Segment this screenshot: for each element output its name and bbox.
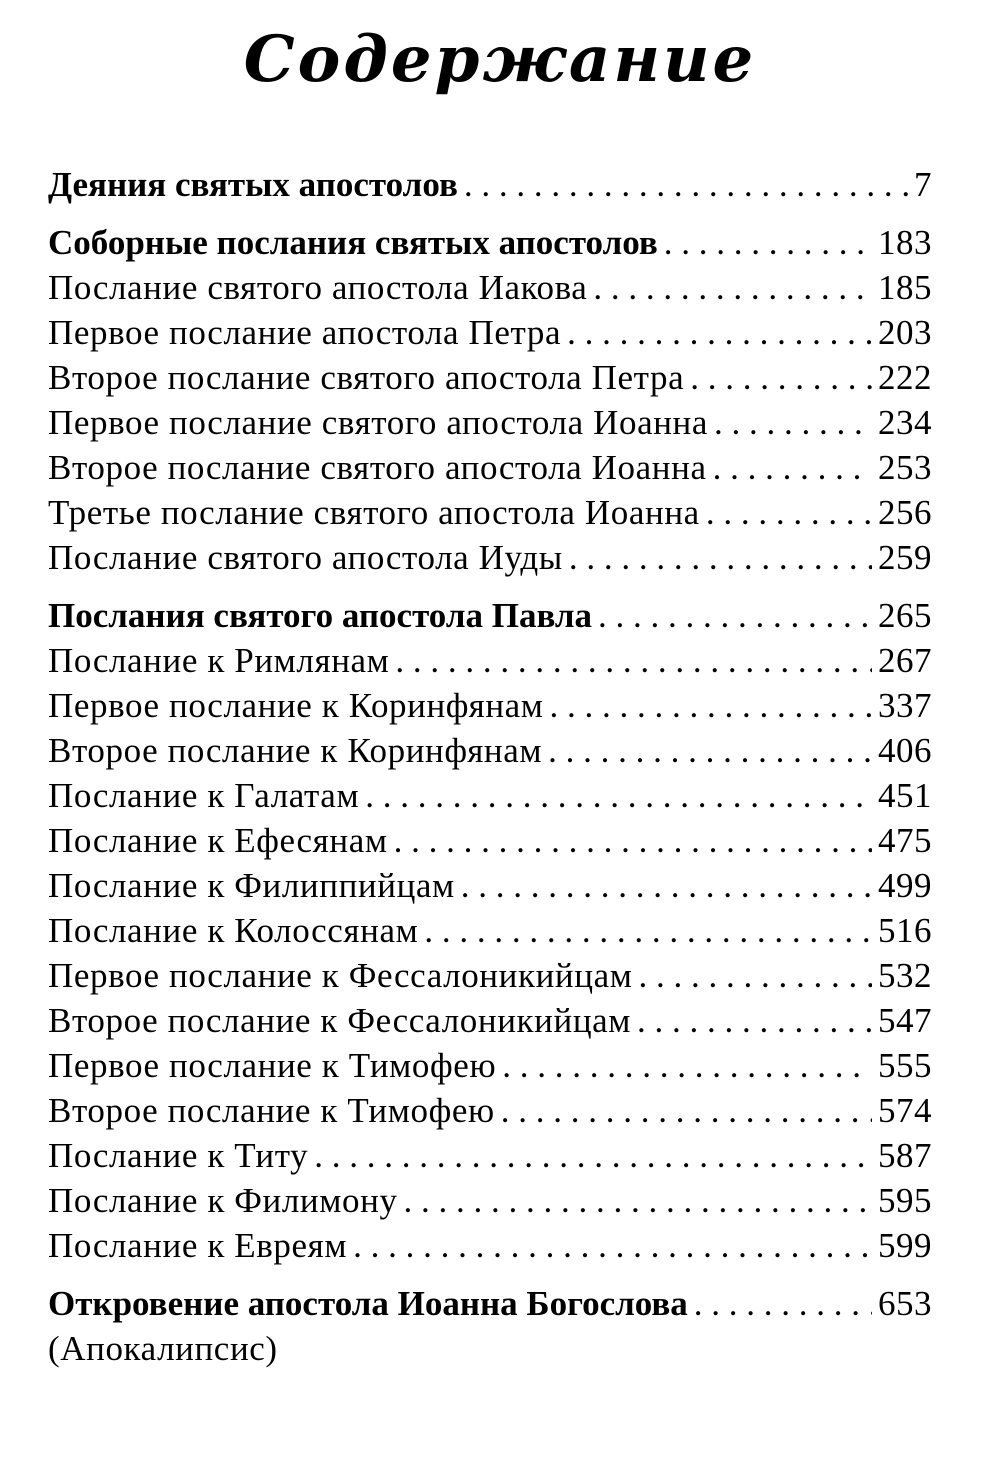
- toc-entry: [48, 863, 932, 908]
- toc-section-heading: [48, 593, 932, 638]
- entry-title: Послание к Ефесянам: [48, 821, 388, 860]
- page-number: 555: [878, 1046, 932, 1085]
- toc-entry: [48, 953, 932, 998]
- toc-entry: [48, 355, 932, 400]
- toc-entry: [48, 535, 932, 580]
- page-number: 203: [878, 313, 932, 352]
- entry-title: Первое послание апостола Петра: [48, 313, 562, 352]
- entry-title: Второе послание к Коринфянам: [48, 731, 543, 770]
- page-number: 234: [878, 403, 932, 442]
- page-number: 574: [878, 1091, 932, 1130]
- page-number: 183: [878, 223, 932, 262]
- toc-entry: [48, 1043, 932, 1088]
- dot-leader: [395, 638, 872, 683]
- dot-leader: [501, 1088, 872, 1133]
- page-number: 406: [878, 731, 932, 770]
- entry-title: Послание к Титу: [48, 1136, 309, 1175]
- page-title: Содержание: [243, 22, 757, 97]
- entry-title: Второе послание святого апостола Петра: [48, 358, 685, 397]
- entry-title: Послание к Филиппийцам: [48, 866, 455, 905]
- dot-leader: [502, 1043, 872, 1088]
- entry-title: Третье послание святого апостола Иоанна: [48, 493, 700, 532]
- page-number: 259: [878, 538, 932, 577]
- dot-leader: [706, 490, 872, 535]
- dot-leader: [424, 908, 872, 953]
- toc-section: [48, 593, 932, 1268]
- page-number: 653: [878, 1284, 932, 1323]
- entry-title: Второе послание к Тимофею: [48, 1091, 495, 1130]
- dot-leader: [690, 355, 872, 400]
- dot-leader: [567, 310, 872, 355]
- dot-leader: [694, 1281, 872, 1326]
- toc-section-heading: [48, 220, 932, 265]
- table-of-contents: [48, 162, 932, 1384]
- page-number: 253: [878, 448, 932, 487]
- toc-section: [48, 220, 932, 580]
- dot-leader: [550, 683, 872, 728]
- toc-entry: [48, 818, 932, 863]
- page-number: 267: [878, 641, 932, 680]
- toc-entry: [48, 728, 932, 773]
- page-number: 499: [878, 866, 932, 905]
- dot-leader: [365, 773, 872, 818]
- entry-title: Первое послание к Тимофею: [48, 1046, 497, 1085]
- entry-subtitle: (Апокалипсис): [48, 1329, 278, 1368]
- dot-leader: [548, 728, 872, 773]
- toc-entry: [48, 490, 932, 535]
- page-number: 516: [878, 911, 932, 950]
- toc-entry: [48, 638, 932, 683]
- dot-leader: [593, 265, 872, 310]
- toc-entry: [48, 310, 932, 355]
- dot-leader: [314, 1133, 872, 1178]
- entry-title: Второе послание святого апостола Иоанна: [48, 448, 707, 487]
- page-number: 599: [878, 1226, 932, 1265]
- dot-leader: [353, 1223, 872, 1268]
- page-number: 265: [878, 596, 932, 635]
- entry-title: Первое послание святого апостола Иоанна: [48, 403, 708, 442]
- entry-title: Послание святого апостола Иакова: [48, 268, 588, 307]
- entry-title: Второе послание к Фессалоникийцам: [48, 1001, 632, 1040]
- toc-section: [48, 162, 932, 207]
- dot-leader: [637, 998, 872, 1043]
- dot-leader: [464, 162, 908, 207]
- toc-section: [48, 1281, 932, 1371]
- dot-leader: [664, 220, 872, 265]
- dot-leader: [713, 445, 872, 490]
- toc-section-heading: [48, 1281, 932, 1326]
- dot-leader: [598, 593, 872, 638]
- page-number: 7: [914, 165, 932, 204]
- toc-entry: [48, 773, 932, 818]
- page-number: 256: [878, 493, 932, 532]
- toc-entry: [48, 1223, 932, 1268]
- toc-entry: [48, 1133, 932, 1178]
- toc-section-heading: [48, 162, 932, 207]
- entry-title: Послание к Римлянам: [48, 641, 390, 680]
- toc-entry: [48, 998, 932, 1043]
- page-number: 475: [878, 821, 932, 860]
- page-number: 547: [878, 1001, 932, 1040]
- dot-leader: [638, 953, 872, 998]
- page-number: 587: [878, 1136, 932, 1175]
- toc-entry: [48, 908, 932, 953]
- toc-entry: [48, 1088, 932, 1133]
- dot-leader: [394, 818, 872, 863]
- entry-title: Соборные послания святых апостолов: [48, 223, 658, 262]
- entry-title: Послания святого апостола Павла: [48, 596, 593, 635]
- dot-leader: [714, 400, 872, 445]
- toc-entry: [48, 400, 932, 445]
- page-number: 222: [878, 358, 932, 397]
- page-number: 185: [878, 268, 932, 307]
- entry-title: Послание к Евреям: [48, 1226, 348, 1265]
- entry-title: Послание к Галатам: [48, 776, 360, 815]
- toc-entry: [48, 445, 932, 490]
- entry-title: Послание к Колоссянам: [48, 911, 419, 950]
- page-number: 532: [878, 956, 932, 995]
- entry-title: Послание к Филимону: [48, 1181, 398, 1220]
- page-number: 451: [878, 776, 932, 815]
- toc-entry: [48, 1178, 932, 1223]
- dot-leader: [404, 1178, 872, 1223]
- page-number: 337: [878, 686, 932, 725]
- page-number: 595: [878, 1181, 932, 1220]
- entry-title: Первое послание к Коринфянам: [48, 686, 544, 725]
- entry-title: Откровение апостола Иоанна Богослова: [48, 1284, 688, 1323]
- entry-title: Деяния святых апостолов: [48, 165, 458, 204]
- dot-leader: [569, 535, 872, 580]
- entry-title: Первое послание к Фессалоникийцам: [48, 956, 633, 995]
- toc-entry: [48, 265, 932, 310]
- toc-entry: [48, 683, 932, 728]
- entry-title: Послание святого апостола Иуды: [48, 538, 563, 577]
- dot-leader: [461, 863, 872, 908]
